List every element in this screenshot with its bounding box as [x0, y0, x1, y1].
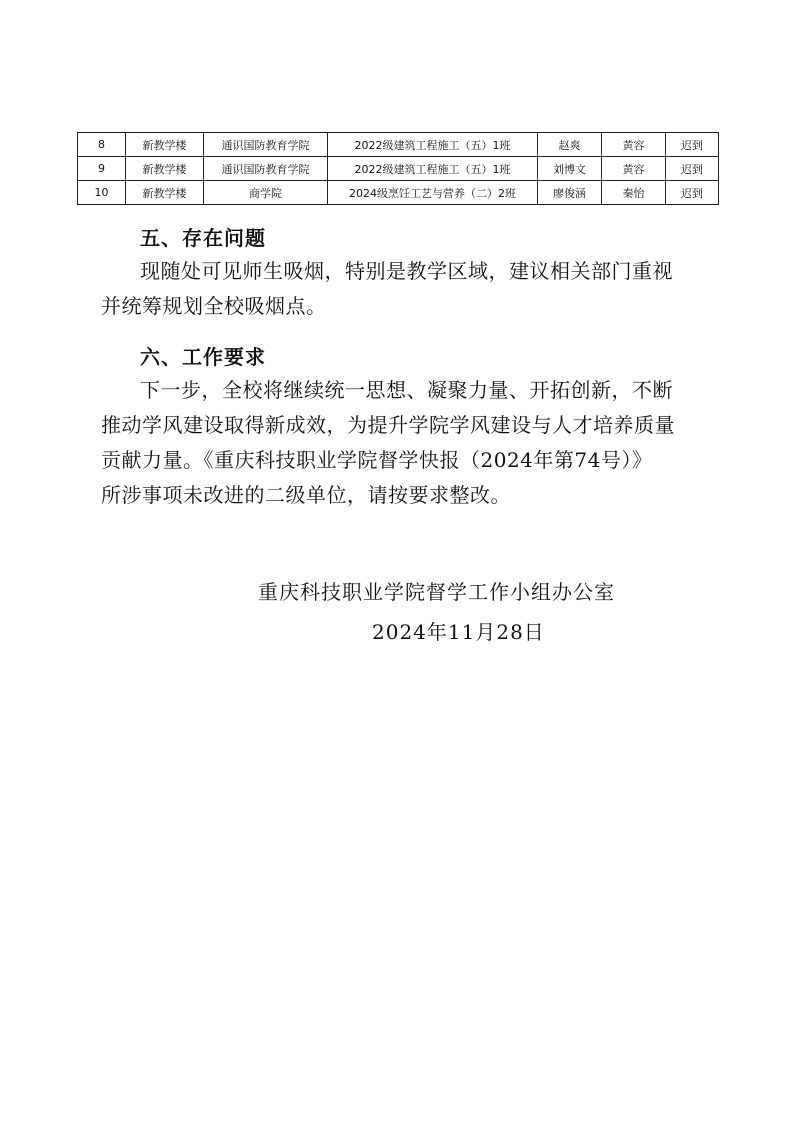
table-row [78, 133, 719, 157]
issue-cell: 迟到 [666, 157, 719, 181]
issuing-office: 重庆科技职业学院督学工作小组办公室 [258, 580, 615, 604]
issue-cell: 迟到 [666, 133, 719, 157]
college-cell: 通识国防教育学院 [204, 157, 328, 181]
paragraph-line: 推动学风建设取得新成效，为提升学院学风建设与人才培养质量 [101, 413, 675, 437]
row-number: 9 [78, 157, 126, 181]
table-row [78, 181, 719, 205]
class-cell: 2022级建筑工程施工（五）1班 [328, 157, 538, 181]
paragraph-line: 贡献力量。《重庆科技职业学院督学快报（2024年第74号）》 [101, 448, 653, 472]
paragraph-line: 所涉事项未改进的二级单位，请按要求整改。 [101, 483, 511, 507]
section-heading-problems: 五、存在问题 [140, 226, 266, 250]
records-table [77, 132, 719, 205]
class-cell: 2024级烹饪工艺与营养（二）2班 [328, 181, 538, 205]
requirements-paragraph [101, 373, 711, 513]
student-cell: 廖俊涵 [538, 181, 602, 205]
student-cell: 赵爽 [538, 133, 602, 157]
teacher-cell: 秦怡 [602, 181, 666, 205]
teacher-cell: 黄容 [602, 157, 666, 181]
paragraph-line: 现随处可见师生吸烟，特别是教学区域，建议相关部门重视 [140, 259, 673, 283]
section-heading-requirements: 六、工作要求 [140, 345, 266, 369]
building-cell: 新教学楼 [126, 157, 204, 181]
building-cell: 新教学楼 [126, 181, 204, 205]
row-number: 10 [78, 181, 126, 205]
table-row [78, 157, 719, 181]
issue-date: 2024年11月28日 [372, 620, 545, 644]
college-cell: 通识国防教育学院 [204, 133, 328, 157]
teacher-cell: 黄容 [602, 133, 666, 157]
student-cell: 刘博文 [538, 157, 602, 181]
paragraph-line: 并统筹规划全校吸烟点。 [101, 294, 327, 318]
building-cell: 新教学楼 [126, 133, 204, 157]
issue-cell: 迟到 [666, 181, 719, 205]
row-number: 8 [78, 133, 126, 157]
college-cell: 商学院 [204, 181, 328, 205]
problems-paragraph [101, 254, 711, 324]
paragraph-line: 下一步，全校将继续统一思想、凝聚力量、开拓创新，不断 [140, 378, 673, 402]
class-cell: 2022级建筑工程施工（五）1班 [328, 133, 538, 157]
